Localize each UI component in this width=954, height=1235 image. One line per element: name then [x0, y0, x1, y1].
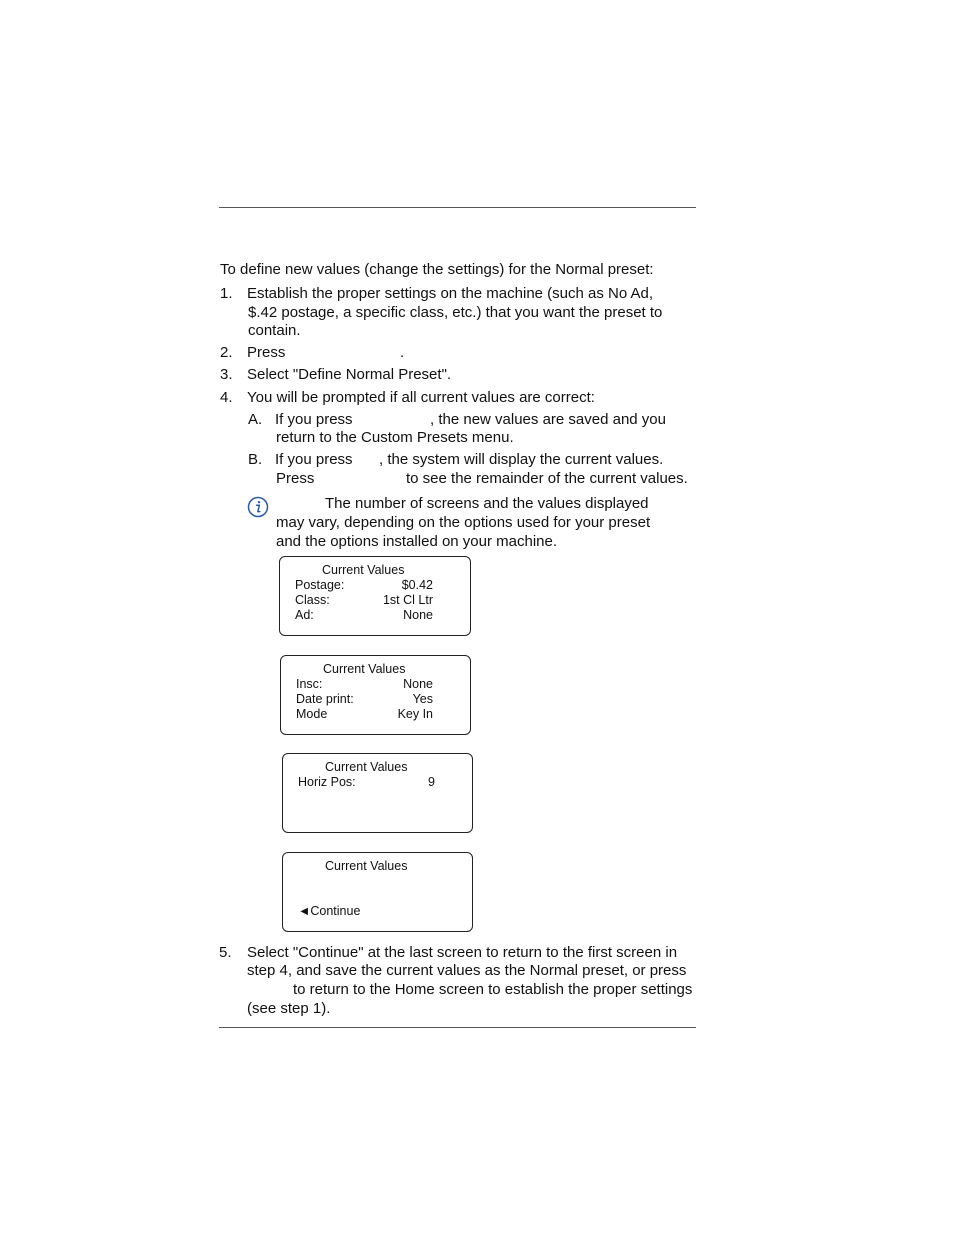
intro-text: To define new values (change the settings) for the Normal preset: — [220, 261, 654, 278]
step-5-line-3: to return to the Home screen to establish the proper settings — [293, 981, 693, 998]
screen-2-value-mode: Key In — [397, 707, 433, 721]
info-icon — [247, 496, 269, 518]
display-screen-2 — [280, 655, 471, 735]
screen-2-label-insc: Insc: — [296, 677, 323, 691]
screen-1-label-class: Class: — [295, 593, 330, 607]
step-5-line-2: step 4, and save the current values as the Normal preset, or press — [247, 962, 687, 979]
screen-1-value-class: 1st Cl Ltr — [382, 593, 433, 607]
display-screen-1 — [279, 556, 471, 636]
screen-3-label-horiz-pos: Horiz Pos: — [298, 775, 356, 789]
sub-b-line-2b: to see the remainder of the current values. — [406, 470, 688, 487]
screen-4-title: Current Values — [325, 859, 408, 873]
step-3-number: 3. — [220, 366, 233, 383]
top-rule — [219, 207, 696, 208]
step-4-text: You will be prompted if all current values are correct: — [247, 389, 595, 406]
note-line-1: The number of screens and the values displayed — [325, 495, 649, 512]
sub-b-line-1b: , the system will display the current values. — [379, 451, 664, 468]
screen-1-label-ad: Ad: — [295, 608, 314, 622]
step-5-line-4: (see step 1). — [247, 1000, 331, 1017]
screen-2-label-mode: Mode — [296, 707, 328, 721]
step-1-line-3: contain. — [248, 322, 301, 339]
step-2-period: . — [400, 344, 405, 361]
screen-1-label-postage: Postage: — [295, 578, 345, 592]
screen-4-continue-option[interactable]: ◄Continue — [298, 904, 361, 918]
step-5-number: 5. — [219, 944, 232, 961]
screen-1-value-postage: $0.42 — [401, 578, 433, 592]
display-screen-4 — [282, 852, 473, 932]
sub-a-line-2: return to the Custom Presets menu. — [276, 429, 514, 446]
step-1-line-1: Establish the proper settings on the machine (such as No Ad, — [247, 285, 654, 302]
step-4-number: 4. — [220, 389, 233, 406]
sub-a-line-1b: , the new values are saved and you — [430, 411, 666, 428]
note-line-2: may vary, depending on the options used for your preset — [276, 514, 651, 531]
display-screen-3 — [282, 753, 473, 833]
bottom-rule — [219, 1027, 696, 1028]
screen-1-value-ad: None — [403, 608, 433, 622]
step-1-line-2: $.42 postage, a specific class, etc.) that you want the preset to — [248, 304, 663, 321]
step-5-line-1: Select "Continue" at the last screen to return to the first screen in — [247, 944, 678, 961]
screen-3-value-horiz-pos: 9 — [428, 775, 435, 789]
screen-2-title: Current Values — [323, 662, 406, 676]
screen-2-value-insc: None — [403, 677, 433, 691]
screen-2-value-date-print: Yes — [412, 692, 433, 706]
step-2-number: 2. — [220, 344, 233, 361]
note-line-3: and the options installed on your machine. — [276, 533, 558, 550]
step-3-text: Select "Define Normal Preset". — [247, 366, 452, 383]
sub-b-letter: B. — [248, 451, 263, 468]
screen-1-title: Current Values — [322, 563, 405, 577]
sub-a-letter: A. — [248, 411, 263, 428]
step-1-number: 1. — [220, 285, 233, 302]
sub-b-line-1a: If you press — [275, 451, 353, 468]
sub-b-line-2a: Press — [276, 470, 315, 487]
screen-2-label-date-print: Date print: — [296, 692, 354, 706]
screen-3-title: Current Values — [325, 760, 408, 774]
step-2-text: Press — [247, 344, 286, 361]
sub-a-line-1a: If you press — [275, 411, 353, 428]
